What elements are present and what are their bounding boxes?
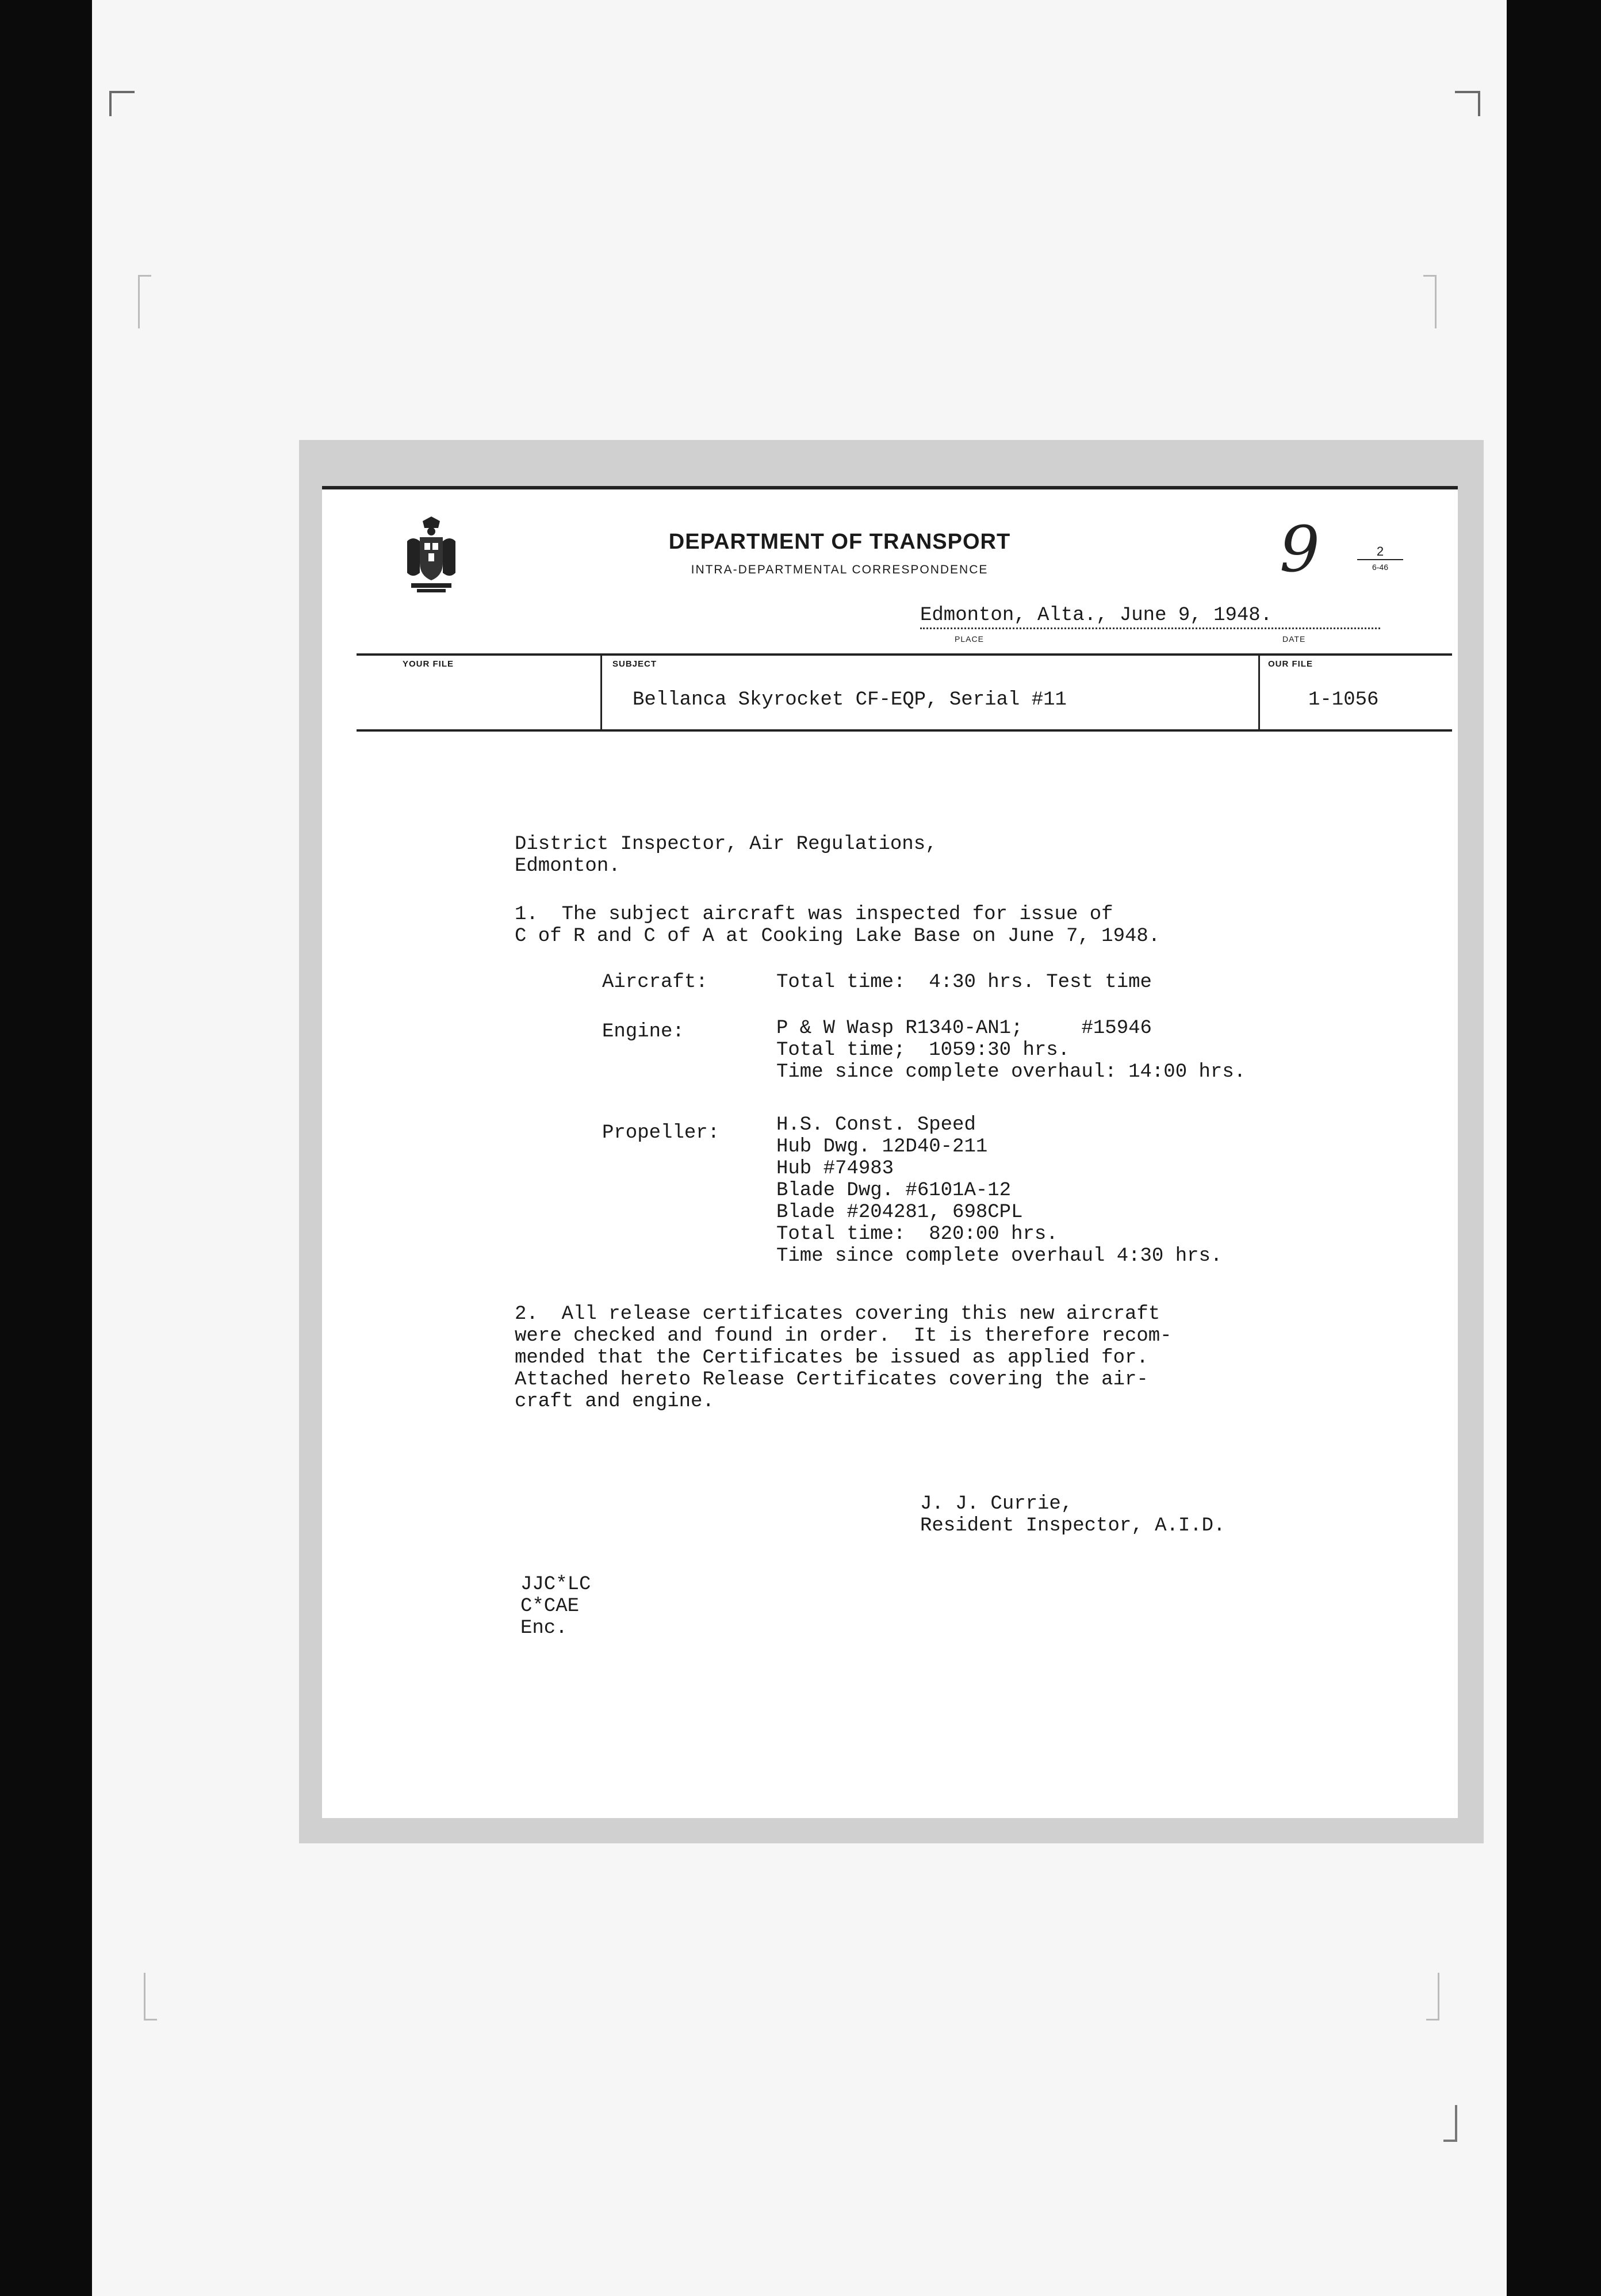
place-label: PLACE xyxy=(955,634,984,644)
propeller-detail: H.S. Const. Speed xyxy=(776,1114,976,1136)
propeller-detail: Time since complete overhaul 4:30 hrs. xyxy=(776,1245,1223,1267)
crop-mark-top-left xyxy=(109,91,135,116)
paragraph-2-line: Attached hereto Release Certificates covering the air- xyxy=(515,1369,1148,1391)
correspondence-type: INTRA-DEPARTMENTAL CORRESPONDENCE xyxy=(691,563,989,576)
engine-detail: Total time; 1059:30 hrs. xyxy=(776,1039,1070,1061)
subject-value: Bellanca Skyrocket CF-EQP, Serial #11 xyxy=(633,689,1067,711)
propeller-detail: Hub #74983 xyxy=(776,1158,894,1180)
propeller-detail: Total time: 820:00 hrs. xyxy=(776,1223,1058,1245)
department-name: DEPARTMENT OF TRANSPORT xyxy=(668,530,1011,554)
crop-mark-inner-right xyxy=(1423,275,1437,328)
propeller-detail: Blade #204281, 698CPL xyxy=(776,1201,1023,1223)
reference-copy: C*CAE xyxy=(520,1595,580,1617)
your-file-label: YOUR FILE xyxy=(403,659,454,669)
reference-enclosure: Enc. xyxy=(520,1617,568,1639)
engine-detail: Time since complete overhaul: 14:00 hrs. xyxy=(776,1061,1246,1083)
crop-mark-inner-left xyxy=(138,275,151,328)
subject-label: SUBJECT xyxy=(612,659,657,669)
crop-mark-bottom-left xyxy=(144,1973,157,2021)
aircraft-label: Aircraft: xyxy=(602,971,708,993)
letter-sheet xyxy=(322,486,1458,1818)
our-file-value: 1-1056 xyxy=(1308,689,1379,711)
coat-of-arms-icon xyxy=(397,515,466,596)
paragraph-1-line: C of R and C of A at Cooking Lake Base on June 7, 1948. xyxy=(515,925,1160,947)
header-divider xyxy=(1258,656,1260,729)
form-number xyxy=(1357,544,1403,572)
propeller-detail: Blade Dwg. #6101A-12 xyxy=(776,1180,1012,1201)
propeller-detail: Hub Dwg. 12D40-211 xyxy=(776,1136,988,1158)
addressee-line: District Inspector, Air Regulations, xyxy=(515,833,937,855)
form-number-value: 2 xyxy=(1357,544,1403,560)
engine-detail: P & W Wasp R1340-AN1; #15946 xyxy=(776,1017,1152,1039)
reference-initials: JJC*LC xyxy=(520,1574,591,1595)
paragraph-2-line: 2. All release certificates covering this new aircraft xyxy=(515,1303,1160,1325)
crop-mark-top-right xyxy=(1455,91,1480,116)
crop-mark-bottom-right-outer xyxy=(1443,2105,1457,2142)
aircraft-detail: Total time: 4:30 hrs. Test time xyxy=(776,971,1152,993)
place-date-line: Edmonton, Alta., June 9, 1948. xyxy=(920,604,1380,629)
form-date: 6-46 xyxy=(1372,562,1389,572)
handwritten-file-number: 9 xyxy=(1280,512,1320,586)
signatory-name: J. J. Currie, xyxy=(920,1493,1073,1515)
paragraph-2-line: craft and engine. xyxy=(515,1391,714,1413)
crop-mark-bottom-right xyxy=(1426,1973,1439,2021)
paragraph-2-line: were checked and found in order. It is therefore recom- xyxy=(515,1325,1172,1347)
paragraph-2-line: mended that the Certificates be issued as applied for. xyxy=(515,1347,1148,1369)
our-file-label: OUR FILE xyxy=(1268,659,1313,669)
signatory-title: Resident Inspector, A.I.D. xyxy=(920,1515,1225,1537)
header-boxes xyxy=(357,653,1452,732)
header-divider xyxy=(600,656,602,729)
engine-label: Engine: xyxy=(602,1021,684,1043)
propeller-label: Propeller: xyxy=(602,1122,720,1144)
paragraph-1-line: 1. The subject aircraft was inspected for issue of xyxy=(515,904,1113,925)
addressee-line: Edmonton. xyxy=(515,855,621,877)
date-label: DATE xyxy=(1282,634,1306,644)
